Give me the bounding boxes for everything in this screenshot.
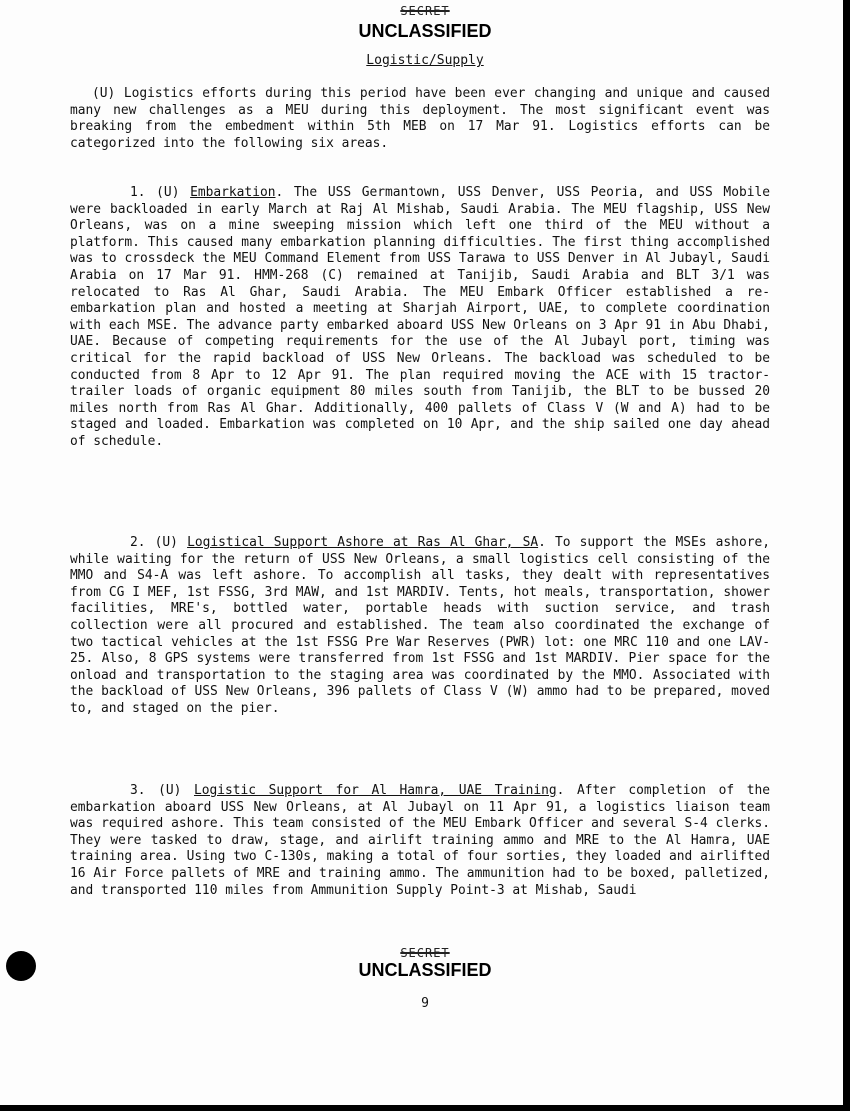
page-number: 9 <box>421 996 429 1011</box>
paragraph-number: 1. (U) <box>130 185 191 200</box>
paragraph-heading: Embarkation <box>190 185 276 200</box>
punch-hole-mark <box>6 951 36 981</box>
paragraph-body: . After completion of the embarkation aboard USS New Orleans, at Al Jubayl on 11 Apr 91, a logistics liaison team was required ashore. This team consisted of the MEU Embark Officer and several S-4 clerks. They were tasked to draw, stage, and airlift training ammo and MRE to the Al Hamra, UAE training area. Using two C-130s, making a total of four sorties, they loaded and airlifted 16 Air Force pallets of MRE and training ammo. The ammunition had to be boxed, palletized, and transported 110 miles from Ammunition Supply Point-3 at Mishab, Saudi <box>70 783 770 898</box>
intro-paragraph: (U) Logistics efforts during this period have been ever changing and unique and caused many new challenges as a MEU during this deployment. The most significant event was breaking from the embedment within 5th MEB on 17 Mar 91. Logistics efforts can be categorized into the following six areas. <box>70 86 770 151</box>
paragraph-logistical-support-ashore <box>70 535 770 718</box>
paragraph-embarkation <box>70 185 770 451</box>
classification-banner-bottom: UNCLASSIFIED <box>358 960 492 980</box>
classification-banner-top: UNCLASSIFIED <box>358 21 492 41</box>
paragraph-al-hamra-training <box>70 783 770 899</box>
scan-edge-bottom <box>0 1105 850 1111</box>
struck-secret-marking-top: SECRET <box>400 4 450 18</box>
struck-secret-marking-bottom: SECRET <box>400 946 450 960</box>
paragraph-body: . To support the MSEs ashore, while waiting for the return of USS New Orleans, a small logistics cell consisting of the MMO and S4-A was left ashore. To accomplish all tasks, they dealt with representatives from CG I MEF, 1st FSSG, 3rd MAW, and 1st MARDIV. Tents, hot meals, transportation, shower facilities, MRE's, bottled water, portable heads with suction service, and trash collection were all procured and established. The team also coordinated the exchange of two tactical vehicles at the 1st FSSG Pre War Reserves (PWR) lot: one MRC 110 and one LAV-25. Also, 8 GPS systems were transferred from 1st FSSG and 1st MARDIV. Pier space for the onload and transportation to the staging area was coordinated by the MMO. Associated with the backload of USS New Orleans, 396 pallets of Class V (W) ammo had to be prepared, moved to, and staged on the pier. <box>70 535 770 716</box>
paragraph-heading: Logistical Support Ashore at Ras Al Ghar, SA <box>187 535 539 550</box>
paragraph-heading: Logistic Support for Al Hamra, UAE Training <box>193 783 557 798</box>
section-title: Logistic/Supply <box>366 53 484 68</box>
paragraph-body: . The USS Germantown, USS Denver, USS Peoria, and USS Mobile were backloaded in early March at Raj Al Mishab, Saudi Arabia. The MEU flagship, USS New Orleans, was on a mine sweeping mission which left one third of the MEU without a platform. This caused many embarkation planning difficulties. The first thing accomplished was to crossdeck the MEU Command Element from USS Tarawa to USS Denver in Al Jubayl, Saudi Arabia on 17 Mar 91. HMM-268 (C) remained at Tanijib, Saudi Arabia and BLT 3/1 was relocated to Ras Al Ghar, Saudi Arabia. The MEU Embark Officer established a re-embarkation plan and hosted a meeting at Sharjah Airport, UAE, to complete coordination with each MSE. The advance party embarked aboard USS New Orleans on 3 Apr 91 in Abu Dhabi, UAE. Because of competing requirements for the use of the Al Jubayl port, timing was critical for the rapid backload of USS New Orleans. The backload was scheduled to be conducted from 8 Apr to 12 Apr 91. The plan required moving the ACE with 15 tractor-trailer loads of organic equipment 80 miles south from Tanijib, the BLT to be bussed 20 miles north from Ras Al Ghar. Additionally, 400 pallets of Class V (W and A) had to be staged and loaded. Embarkation was completed on 10 Apr, and the ship sailed one day ahead of schedule. <box>70 185 771 449</box>
paragraph-number: 2. (U) <box>130 535 188 550</box>
paragraph-number: 3. (U) <box>130 783 194 798</box>
scan-edge-right <box>843 0 850 1111</box>
